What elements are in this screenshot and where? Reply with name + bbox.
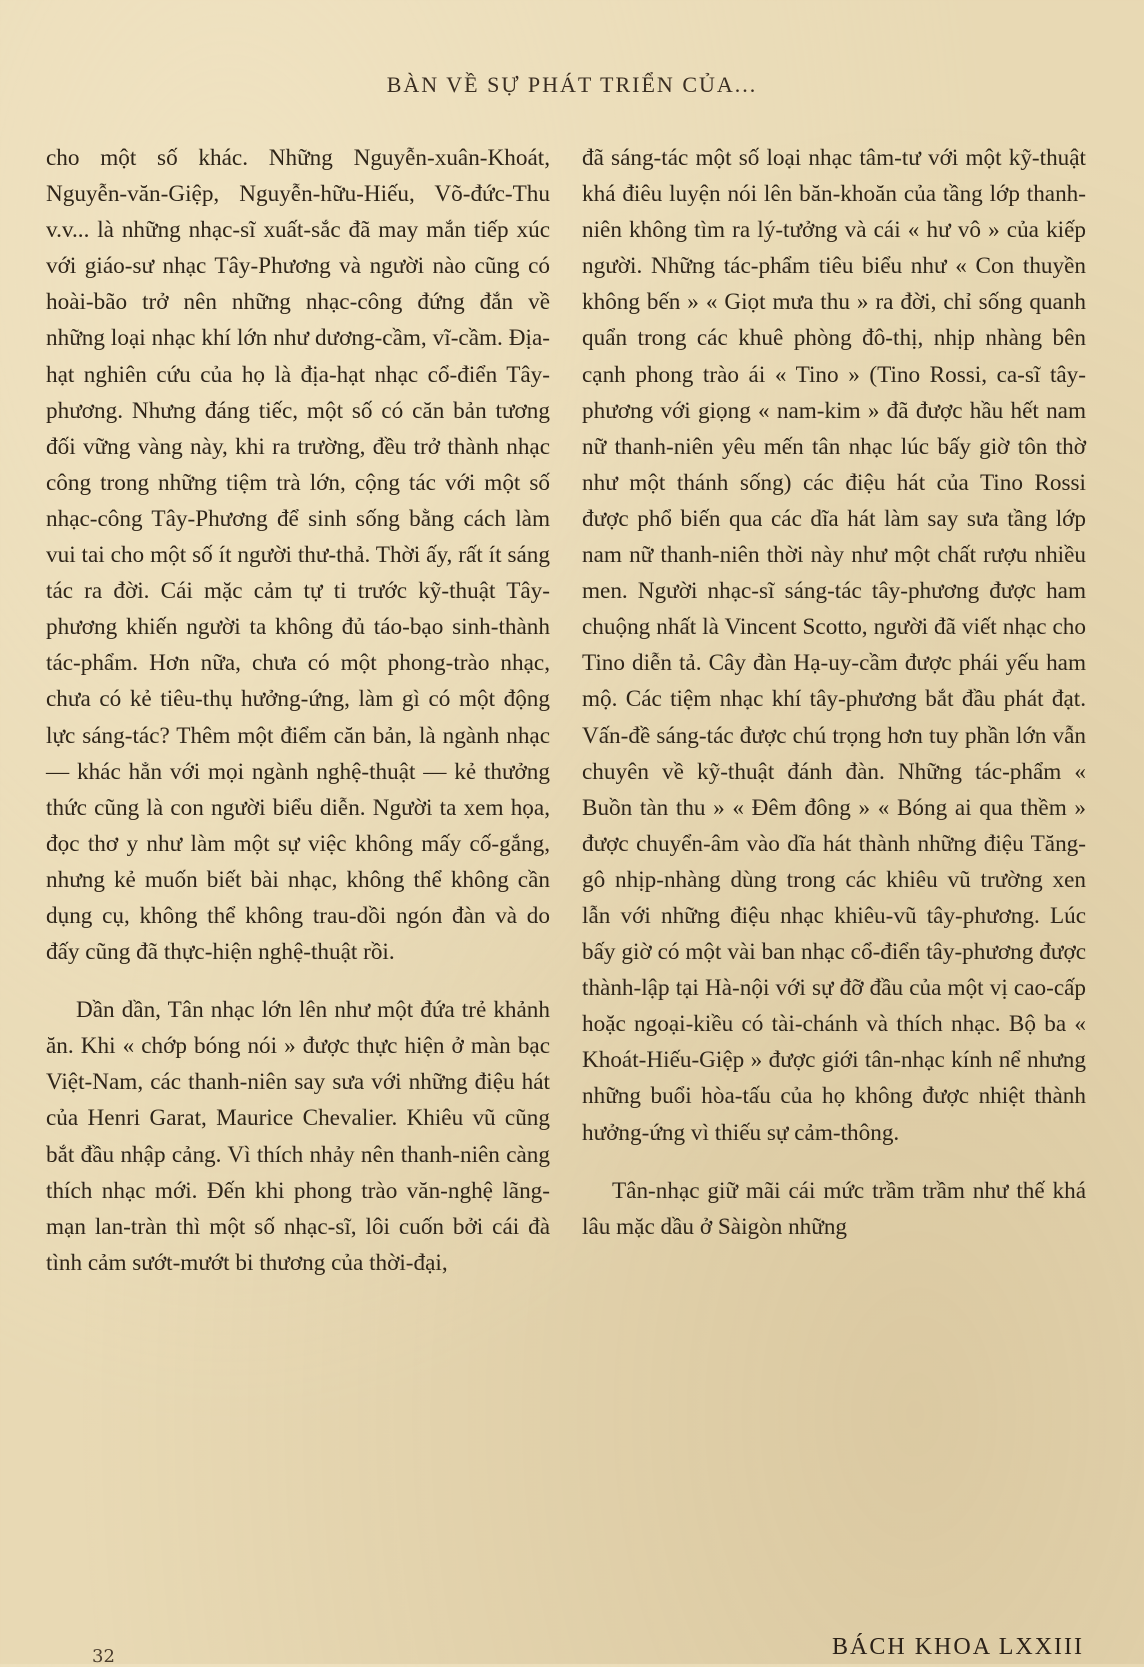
right-paragraph-1: đã sáng-tác một số loại nhạc tâm-tư với một kỹ-thuật khá điêu luyện nói lên băn-khoăn của tầng lớp thanh-niên không tìm ra lý-tưởng và cái « hư vô » của kiếp người. Những tác-phẩm tiêu biểu như « Con thuyền không bến » « Giọt mưa thu » ra đời, chỉ sống quanh quẩn trong các khuê phòng đô-thị, nhịp nhàng bên cạnh phong trào ái « Tino » (Tino Rossi, ca-sĩ tây-phương với giọng « nam-kim » đã được hầu hết nam nữ thanh-niên yêu mến tân nhạc lúc bấy giờ tôn thờ như một thánh sống) các điệu hát của Tino Rossi được phổ biến qua các dĩa hát làm say sưa tầng lớp nam nữ thanh-niên thời này như một chất rượu nhiều men. Người nhạc-sĩ sáng-tác tây-phương được ham chuộng nhất là Vincent Scotto, người đã viết nhạc cho Tino diễn tả. Cây đàn Hạ-uy-cầm được phái yếu ham mộ. Các tiệm nhạc khí tây-phương bắt đầu phát đạt. Vấn-đề sáng-tác được chú trọng hơn tuy phần lớn vẫn chuyên về kỹ-thuật đánh đàn. Những tác-phẩm « Buồn tàn thu » « Đêm đông » « Bóng ai qua thềm » được chuyển-âm vào dĩa hát thành những điệu Tăng-gô nhịp-nhàng dùng trong các khiêu vũ trường xen lẫn với những điệu nhạc khiêu-vũ tây-phương. Lúc bấy giờ có một vài ban nhạc cổ-điển tây-phương được thành-lập tại Hà-nội với sự đỡ đầu của một vị cao-cấp hoặc ngoại-kiều có tài-chánh và thích nhạc. Bộ ba « Khoát-Hiếu-Giệp » được giới tân-nhạc kính nể nhưng những buổi hòa-tấu của họ không được nhiệt thành hưởng-ứng vì thiếu sự cảm-thông. bbox=[582, 145, 1086, 1146]
left-column bbox=[46, 140, 550, 1281]
left-paragraph-1: cho một số khác. Những Nguyễn-xuân-Khoát, Nguyễn-văn-Giệp, Nguyễn-hữu-Hiếu, Võ-đức-Thu v.v... là những nhạc-sĩ xuất-sắc đã may mắn tiếp xúc với giáo-sư nhạc Tây-Phương và người nào cũng có hoài-bão trở nên những nhạc-công đứng đắn về những loại nhạc khí lớn như dương-cầm, vĩ-cầm. Địa-hạt nghiên cứu của họ là địa-hạt nhạc cổ-điển Tây-phương. Nhưng đáng tiếc, một số có căn bản tương đối vững vàng này, khi ra trường, đều trở thành nhạc công trong những tiệm trà lớn, cộng tác với một số nhạc-công Tây-Phương để sinh sống bằng cách làm vui tai cho một số ít người thư-thả. Thời ấy, rất ít sáng tác ra đời. Cái mặc cảm tự ti trước kỹ-thuật Tây-phương khiến người ta không đủ táo-bạo sinh-thành tác-phẩm. Hơn nữa, chưa có một phong-trào nhạc, chưa có kẻ tiêu-thụ hưởng-ứng, làm gì có một động lực sáng-tác? Thêm một điểm căn bản, là ngành nhạc — khác hẳn với mọi ngành nghệ-thuật — kẻ thưởng thức cũng là con người biểu diễn. Người ta xem họa, đọc thơ y như làm một sự việc không mấy cố-gắng, nhưng kẻ muốn biết bài nhạc, không thể không cần dụng cụ, không thể không trau-dồi ngón đàn và do đấy cũng đã thực-hiện nghệ-thuật rồi. bbox=[46, 145, 550, 966]
running-title: BÀN VỀ SỰ PHÁT TRIỂN CỦA... bbox=[386, 72, 758, 97]
right-column bbox=[582, 140, 1086, 1245]
publication-footer: BÁCH KHOA LXXIII bbox=[832, 1634, 1084, 1660]
page-number: 32 bbox=[92, 1646, 115, 1667]
left-paragraph-2: Dần dần, Tân nhạc lớn lên như một đứa trẻ khảnh ăn. Khi « chớp bóng nói » được thực hiện ở màn bạc Việt-Nam, các thanh-niên say sưa với những điệu hát của Henri Garat, Maurice Chevalier. Khiêu vũ cũng bắt đầu nhập cảng. Vì thích nhảy nên thanh-niên càng thích nhạc mới. Đến khi phong trào văn-nghệ lãng-mạn lan-tràn thì một số nhạc-sĩ, lôi cuốn bởi cái đà tình cảm sướt-mướt bi thương của thời-đại, bbox=[46, 997, 550, 1276]
right-paragraph-2: Tân-nhạc giữ mãi cái mức trầm trầm như thế khá lâu mặc dầu ở Sàigòn những bbox=[582, 1177, 1086, 1240]
